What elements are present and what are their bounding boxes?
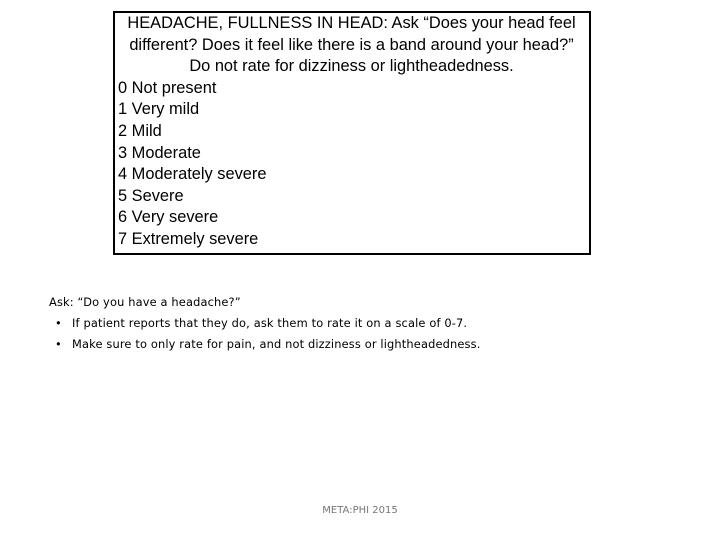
rating-scale-box — [113, 11, 591, 255]
instruction-text: If patient reports that they do, ask them to rate it on a scale of 0-7. — [72, 316, 468, 330]
scale-option: 4 Moderately severe — [118, 165, 267, 184]
ask-question: “Do you have a headache?” — [77, 295, 241, 309]
ask-label: Ask: — [49, 295, 74, 309]
footer-text: META:PHI 2015 — [322, 505, 398, 516]
instruction-bullet-item — [49, 313, 689, 334]
instruction-text: Make sure to only rate for pain, and not dizziness or lightheadedness. — [72, 337, 481, 351]
scale-header: HEADACHE, FULLNESS IN HEAD: Ask “Does your head feel different? Does it feel like there is a band around your head?” Do not rate for dizziness or lightheadedness. — [127, 14, 576, 76]
bullet-icon: • — [55, 337, 62, 351]
bullet-icon: • — [55, 316, 62, 330]
scale-options-list — [118, 78, 585, 251]
scale-option: 5 Severe — [118, 186, 184, 205]
scale-option: 6 Very severe — [118, 208, 219, 227]
instruction-bullet-item — [49, 334, 689, 355]
scale-option: 3 Moderate — [118, 143, 201, 162]
scale-option: 0 Not present — [118, 78, 217, 97]
instructions-section — [49, 292, 689, 355]
scale-option: 1 Very mild — [118, 100, 200, 119]
instruction-bullets — [49, 313, 689, 355]
ask-line — [49, 292, 689, 313]
scale-option: 2 Mild — [118, 121, 162, 140]
scale-option: 7 Extremely severe — [118, 229, 259, 248]
